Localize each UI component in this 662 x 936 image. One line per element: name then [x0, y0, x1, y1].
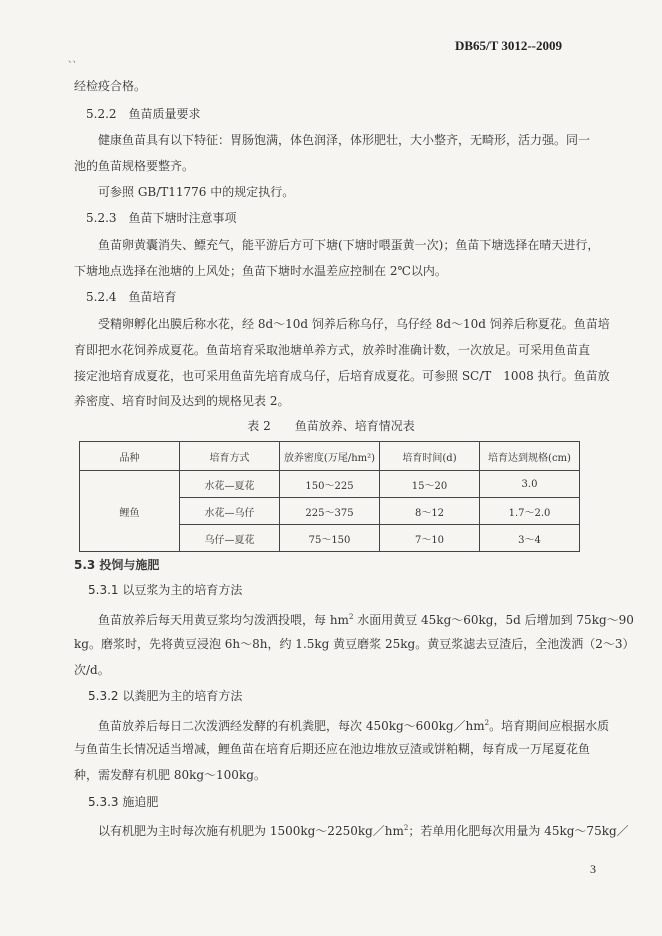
- size-cell: 3.0: [480, 471, 580, 498]
- body-line: kg。磨浆时，先将黄豆浸泡 6h～8h，约 1.5kg 黄豆磨浆 25kg。黄豆浆滤去豆渣后，全池泼洒（2～3）: [74, 637, 635, 651]
- table-row: [80, 471, 580, 498]
- body-line: [98, 818, 629, 841]
- days-cell: 7～10: [380, 525, 480, 552]
- body-line: 次/d。: [74, 663, 110, 677]
- table-caption: 表 2 鱼苗放养、培育情况表: [247, 419, 415, 433]
- col-header-density: 放养密度(万尾/hm²): [280, 442, 380, 471]
- superscript: 2: [403, 824, 409, 832]
- body-line: 受精卵孵化出膜后称水花，经 8d～10d 饲养后称乌仔，乌仔经 8d～10d 饲养后称夏花。鱼苗培: [98, 317, 610, 331]
- text-run: ；若单用化肥每次用量为 45kg～75kg／: [408, 824, 629, 838]
- body-line: 鱼苗卵黄囊消失、鳔充气，能平游后方可下塘(下塘时喂蛋黄一次)；鱼苗下塘选择在晴天进行，: [98, 238, 600, 252]
- density-cell: 75～150: [280, 525, 380, 552]
- section-heading-5-2-4: 5.2.4 鱼苗培育: [86, 290, 177, 304]
- text-run: 鱼苗放养后每天用黄豆浆均匀泼洒投喂，每 hm: [98, 613, 349, 627]
- superscript: 2: [348, 613, 354, 621]
- text-run: 水面用黄豆 45kg～60kg，5d 后增加到 75kg～90: [353, 613, 634, 627]
- body-line: [98, 607, 634, 630]
- body-line: 健康鱼苗具有以下特征：胃肠饱满，体色润泽，体形肥壮，大小整齐，无畸形，活力强。同一: [98, 133, 591, 147]
- section-heading-5-3-3: 5.3.3 施追肥: [88, 795, 159, 809]
- col-header-days: 培育时间(d): [380, 442, 480, 471]
- col-header-size: 培育达到规格(cm): [480, 442, 580, 471]
- section-heading-5-2-3: 5.2.3 鱼苗下塘时注意事项: [86, 211, 237, 225]
- body-line: 经检疫合格。: [74, 79, 147, 93]
- section-heading-5-3: 5.3 投饲与施肥: [74, 558, 160, 572]
- section-heading-5-3-1: 5.3.1 以豆浆为主的培育方法: [88, 583, 243, 597]
- body-line: 可参照 GB/T11776 中的规定执行。: [98, 185, 295, 199]
- body-line: 接定池培育成夏花，也可采用鱼苗先培育成乌仔，后培育成夏花。可参照 SC/T 1008 执行。鱼苗放: [74, 369, 610, 383]
- text-run: 。培育期间应根据水质: [489, 719, 610, 733]
- page-number: 3: [590, 862, 596, 876]
- body-line: 池的鱼苗规格要整齐。: [74, 159, 195, 173]
- corner-mark: 、、: [68, 55, 82, 65]
- species-cell: 鲤鱼: [80, 471, 180, 552]
- method-cell: 水花—夏花: [180, 471, 280, 498]
- table-header-row: [80, 442, 580, 471]
- density-cell: 150～225: [280, 471, 380, 498]
- fry-stocking-table: [79, 441, 580, 552]
- text-run: 以有机肥为主时每次施有机肥为 1500kg～2250kg／hm: [98, 824, 404, 838]
- density-cell: 225～375: [280, 498, 380, 525]
- days-cell: 8～12: [380, 498, 480, 525]
- body-line: 养密度、培育时间及达到的规格见表 2。: [74, 394, 290, 408]
- body-line: [98, 713, 609, 736]
- method-cell: 乌仔—夏花: [180, 525, 280, 552]
- size-cell: 1.7～2.0: [480, 498, 580, 525]
- col-header-species: 品种: [80, 442, 180, 471]
- body-line: 种，需发酵有机肥 80kg～100kg。: [74, 768, 266, 782]
- method-cell: 水花—乌仔: [180, 498, 280, 525]
- body-line: 下塘地点选择在池塘的上风处；鱼苗下塘时水温差应控制在 2℃以内。: [74, 264, 447, 278]
- section-heading-5-3-2: 5.3.2 以粪肥为主的培育方法: [88, 689, 243, 703]
- superscript: 2: [484, 719, 490, 727]
- days-cell: 15～20: [380, 471, 480, 498]
- col-header-method: 培育方式: [180, 442, 280, 471]
- body-line: 育即把水花饲养成夏花。鱼苗培育采取池塘单养方式，放养时准确计数，一次放足。可采用鱼苗直: [74, 343, 591, 357]
- size-cell: 3～4: [480, 525, 580, 552]
- standard-number: DB65/T 3012--2009: [454, 38, 562, 53]
- text-run: 鱼苗放养后每日二次泼洒经发酵的有机粪肥，每次 450kg～600kg／hm: [98, 719, 485, 733]
- section-heading-5-2-2: 5.2.2 鱼苗质量要求: [86, 107, 201, 121]
- body-line: 与鱼苗生长情况适当增减，鲤鱼苗在培育后期还应在池边堆放豆渣或饼粕糊，每育成一万尾夏花鱼: [74, 742, 591, 756]
